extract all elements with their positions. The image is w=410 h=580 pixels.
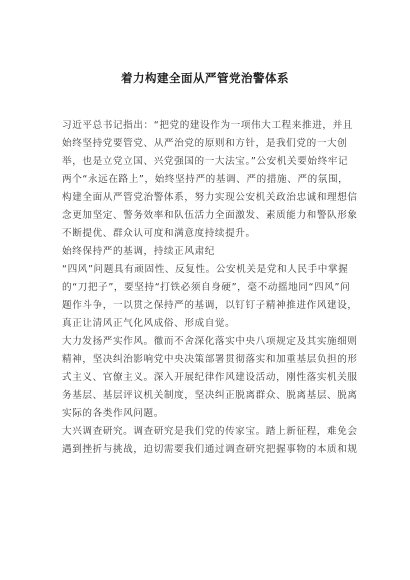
paragraph-four-winds: “四风”问题具有顽固性、反复性。公安机关是党和人民手中掌握的“刀把子”，要坚持“打铁必须自身硬”，毫不动摇地同“四风”问题作斗争，一以贯之保持严的基调，以钉钉子精神推进作风建设，真正让清风正气化风成俗、形成自觉。 bbox=[62, 264, 358, 329]
document-title: 着力构建全面从严管党治警体系 bbox=[121, 71, 289, 85]
document-body bbox=[62, 117, 358, 459]
section-heading: 始终保持严的基调，持续正风肃纪 bbox=[62, 246, 215, 257]
paragraph-strict-style: 大力发扬严实作风。徹而不舍深化落实中央八项规定及其实施细则精神，坚决纠治影响党中央决策部署贯彻落实和加重基层负担的形式主义、官僚主义。深入开展纪律作风建设活动，刚性落实机关服务基层、基层评议机关制度，坚决纠正脱离群众、脱离基层、脱离实际的各类作风问题。 bbox=[62, 336, 358, 419]
paragraph-intro: 习近平总书记指出：“把党的建设作为一项伟大工程来推进，并且始终坚持党要管党、从严治党的原则和方针，是我们党的一大创举，也是立党立国、兴党强国的一大法宝。”公安机关要始终牢记两个“永远在路上”，始终坚持严的基调、严的措施、严的氛围，构建全面从严管党治警体系，努力实现公安机关政治忠诚和理想信念更加坚定、警务效率和队伍活力全面激发、素质能力和警队形象不断提优、群众认可度和满意度持续提升。 bbox=[62, 120, 358, 239]
paragraph-investigation: 大兴调查研究。调查研究是我们党的传家宝。踏上新征程，难免会遇到挫折与挑战，迫切需要我们通过调查研究把握事物的本质和规 bbox=[62, 426, 358, 455]
